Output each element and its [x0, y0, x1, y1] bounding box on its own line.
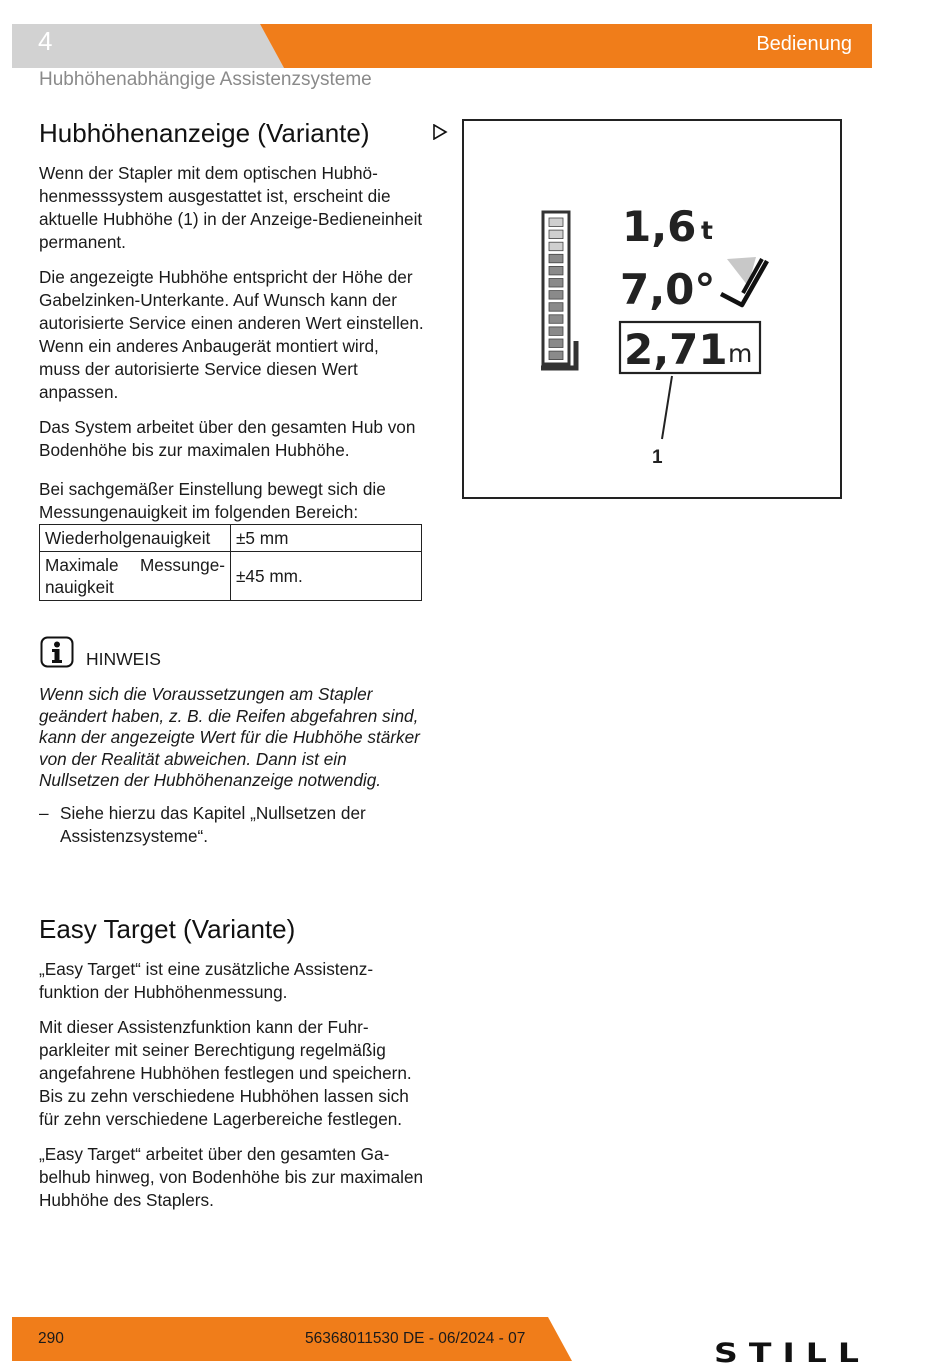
still-logo: [712, 1339, 872, 1370]
callout-number: 1: [652, 447, 663, 468]
paragraph: „Easy Target“ arbeitet über den gesamten Gabelhub hinweg, von Bodenhöhe bis zur maximalen Hubhöhe des Staplers.: [39, 1144, 424, 1210]
page-subtitle: Hubhöhenabhängige Assistenzsysteme: [39, 69, 372, 90]
table-cell: Maximale Messungenauigkeit: [40, 552, 231, 601]
paragraph: Wenn der Stapler mit dem optischen Hubhöhenmesssystem ausgestattet ist, erscheint die aktuelle Hubhöhe (1) in der Anzeige-Bedieneinheit permanent.: [39, 163, 423, 252]
document-reference: 56368011530 DE - 06/2024 - 07: [305, 1330, 526, 1347]
paragraph: Das System arbeitet über den gesamten Hub von Bodenhöhe bis zur maximalen Hubhöhe.: [39, 417, 416, 460]
tilt-value: 7,0°: [620, 265, 716, 314]
info-icon: [40, 636, 74, 673]
chapter-number: 4: [38, 26, 53, 56]
callout-line: [662, 376, 672, 439]
hint-bullet: [39, 802, 424, 848]
section-heading: Hubhöhenanzeige (Variante): [39, 118, 370, 148]
lift-bar-segments: [549, 218, 563, 360]
table-cell: Wiederholgenauigkeit: [40, 525, 231, 552]
load-unit: t: [701, 216, 713, 245]
lift-bar-segment: [549, 315, 563, 324]
load-value: 1,6: [622, 202, 697, 251]
page-number: 290: [38, 1330, 64, 1347]
table-row: [40, 552, 422, 601]
lift-bar-segment: [549, 218, 563, 227]
logo-text: STILL: [714, 1339, 870, 1365]
height-value: 2,71: [624, 325, 728, 374]
section-hubhoehenanzeige: [39, 118, 424, 601]
accuracy-table: [39, 524, 422, 601]
lift-bar-segment: [549, 327, 563, 336]
lift-bar-segment: [549, 254, 563, 262]
lift-bar-segment: [549, 242, 563, 251]
bullet-text: Siehe hierzu das Kapitel „Nullsetzen der Assistenzsysteme“.: [60, 802, 366, 846]
paragraph: „Easy Target“ ist eine zusätzliche Assistenzfunktion der Hubhöhenmessung.: [39, 959, 374, 1002]
paragraph: Mit dieser Assistenzfunktion kann der Fuhrparkleiter mit seiner Berechtigung regelmäßig angefahrene Hubhöhen festlegen und speichern. Bis zu zehn verschiedene Hubhöhen lassen sich für zehn verschiedene Lagerbereiche festlegen.: [39, 1017, 412, 1129]
display-figure: [462, 119, 842, 499]
continue-triangle-icon: [432, 124, 448, 145]
paragraph: Bei sachgemäßer Einstellung bewegt sich die Messungenauigkeit im folgenden Bereich:: [39, 479, 386, 522]
tilt-sector: [727, 257, 756, 286]
hint-block: [39, 684, 424, 848]
hint-text: Wenn sich die Voraussetzungen am Stapler geändert haben, z. B. die Reifen abgefahren sind, kann der angezeigte Wert für die Hubhöhe stärker von der Realität abweichen. Dann ist ein Nullsetzen der Hubhöhenanzeige notwendig.: [39, 684, 420, 790]
section-title: Bedienung: [756, 33, 852, 55]
bullet-dash: –: [39, 802, 49, 823]
section-heading: Easy Target (Variante): [39, 914, 296, 944]
lift-bar-segment: [549, 339, 563, 348]
display-illustration: [464, 121, 840, 497]
height-unit: m: [728, 339, 753, 368]
section-easy-target: [39, 914, 424, 1212]
paragraph: Die angezeigte Hubhöhe entspricht der Höhe der Gabelzinken-Unterkante. Auf Wunsch kann der autorisierte Service einen anderen Wert einstellen. Wenn ein anderes Anbaugerät montiert wird, muss der autorisierte Service diesen Wert anpassen.: [39, 267, 424, 402]
lift-bar-segment: [549, 351, 563, 360]
table-cell: ±5 mm: [231, 525, 422, 552]
lift-bar-segment: [549, 303, 563, 312]
lift-bar-segment: [549, 266, 563, 275]
table-cell: ±45 mm.: [231, 552, 422, 601]
lift-bar-segment: [549, 230, 563, 239]
table-row: [40, 525, 422, 552]
lift-bar-segment: [549, 279, 563, 288]
header-bar: [12, 24, 872, 68]
lift-bar-segment: [549, 291, 563, 300]
hint-label: HINWEIS: [86, 649, 161, 669]
